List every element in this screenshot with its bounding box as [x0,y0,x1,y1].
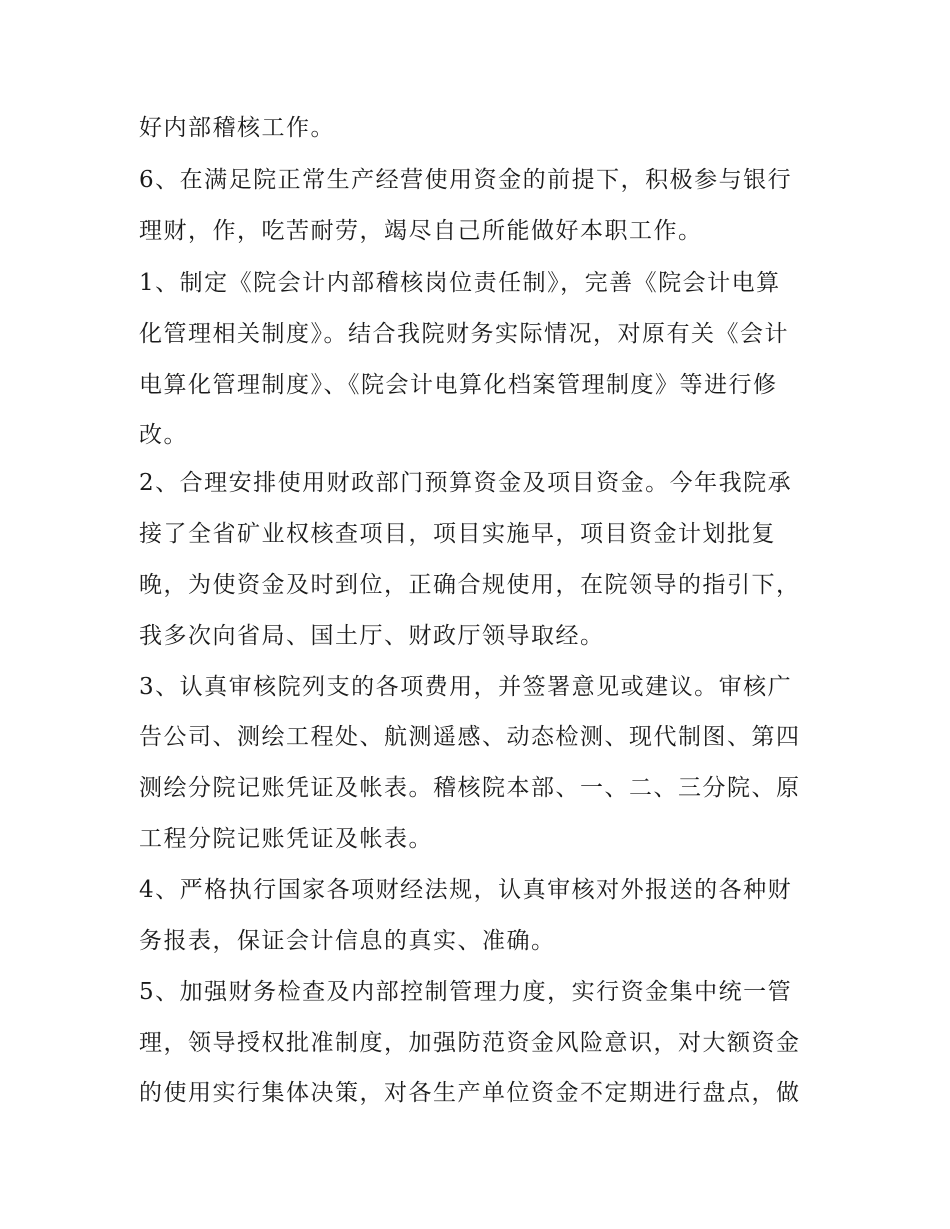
text-line: 接了全省矿业权核查项目，项目实施早，项目资金计划批复 [139,521,776,547]
text-line: 改。 [139,422,188,448]
text-line: 务报表，保证会计信息的真实、准确。 [139,928,556,954]
text-line: 理，领导授权批准制度，加强防范资金风险意识，对大额资金 [139,1030,801,1056]
text-line: 4、严格执行国家各项财经法规，认真审核对外报送的各种财 [139,877,793,903]
text-line: 2、合理安排使用财政部门预算资金及项目资金。今年我院承 [139,470,793,496]
text-line: 化管理相关制度》。结合我院财务实际情况，对原有关《会计 [139,321,789,347]
text-line: 的使用实行集体决策，对各生产单位资金不定期进行盘点，做 [139,1080,801,1106]
text-line: 3、认真审核院列支的各项费用，并签署意见或建议。审核广 [139,674,793,700]
text-line: 好内部稽核工作。 [139,115,335,141]
text-line: 测绘分院记账凭证及帐表。稽核院本部、一、二、三分院、原 [139,775,801,801]
text-line: 告公司、测绘工程处、航测遥感、动态检测、现代制图、第四 [139,724,801,750]
text-line: 我多次向省局、国土厅、财政厅领导取经。 [139,623,605,649]
text-line: 电算化管理制度》、《院会计电算化档案管理制度》等进行修 [139,372,778,398]
text-line: 晚，为使资金及时到位，正确合规使用，在院领导的指引下， [139,572,801,598]
text-line: 工程分院记账凭证及帐表。 [139,826,433,852]
text-line: 5、加强财务检查及内部控制管理力度，实行资金集中统一管 [139,979,793,1005]
text-line: 1、制定《院会计内部稽核岗位责任制》，完善《院会计电算 [139,270,781,296]
text-line: 6、在满足院正常生产经营使用资金的前提下，积极参与银行 [139,167,793,193]
text-line: 理财，作，吃苦耐劳，竭尽自己所能做好本职工作。 [139,218,703,244]
